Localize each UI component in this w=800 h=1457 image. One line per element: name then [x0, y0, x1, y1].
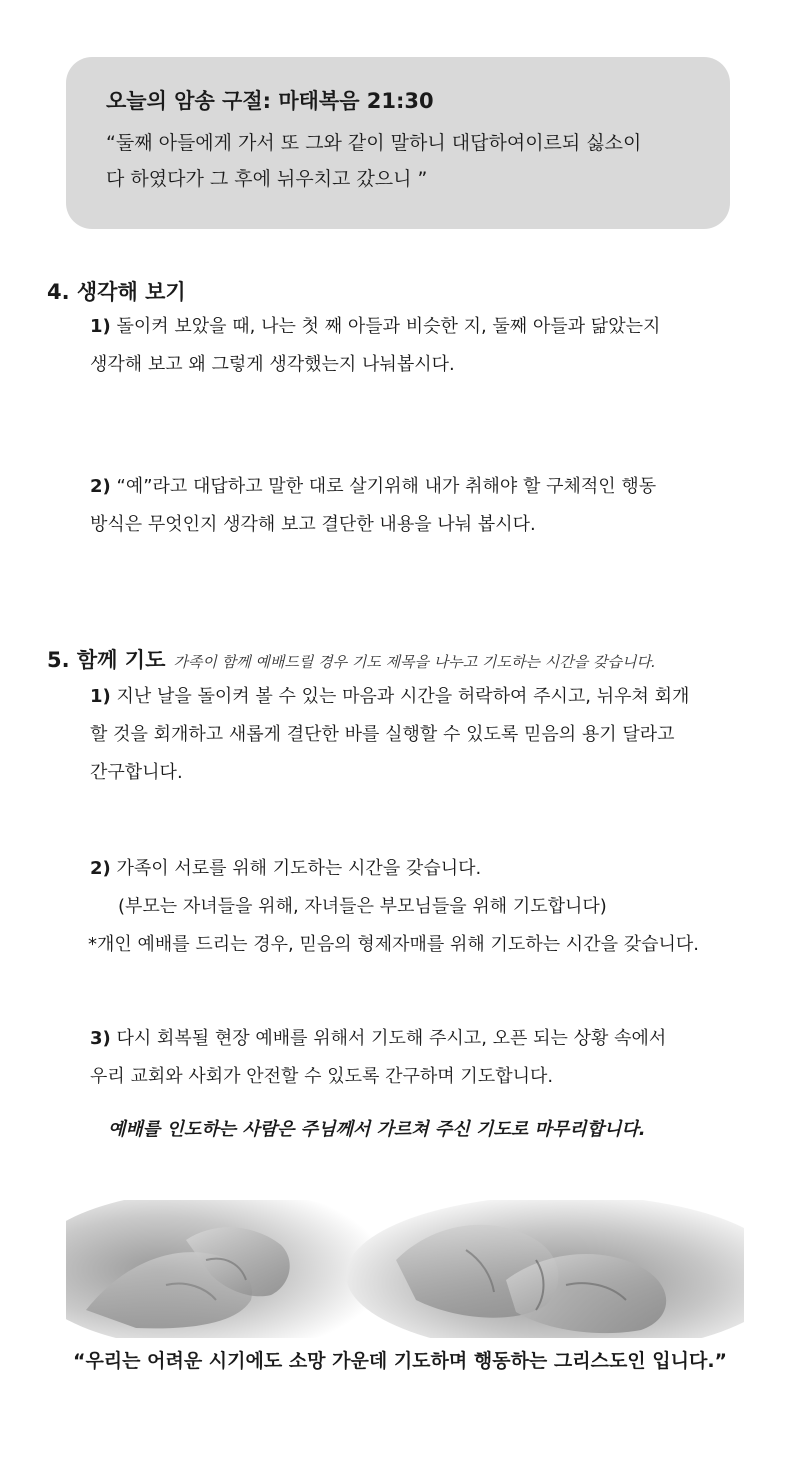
verse-line: 다 하였다가 그 후에 뉘우치고 갔으니 ”: [106, 168, 428, 190]
closing-note: 예배를 인도하는 사람은 주님께서 가르쳐 주신 기도로 마무리합니다.: [108, 1119, 646, 1140]
item-line: *개인 예배를 드리는 경우, 믿음의 형제자매를 위해 기도하는 시간을 갖습니다.: [88, 934, 699, 955]
item-text: “예”라고 대답하고 말한 대로 살기위해 내가 취해야 할 구체적인 행동: [116, 476, 657, 497]
footer-quote: “우리는 어려운 시기에도 소망 가운데 기도하며 행동하는 그리스도인 입니다.”: [72, 1350, 728, 1372]
item-line: [90, 468, 760, 506]
item-text: 지난 날을 돌이켜 볼 수 있는 마음과 시간을 허락하여 주시고, 뉘우쳐 회개: [116, 686, 690, 707]
item-text: 다시 회복될 현장 예배를 위해서 기도해 주시고, 오픈 되는 상황 속에서: [116, 1028, 667, 1049]
item-number: 3): [90, 1028, 111, 1049]
section-5-note: 가족이 함께 예배드릴 경우 기도 제목을 나누고 기도하는 시간을 갖습니다.: [173, 653, 656, 671]
item-line: 우리 교회와 사회가 안전할 수 있도록 간구하며 기도합니다.: [90, 1066, 554, 1087]
item-line: [90, 678, 760, 716]
item-line: 방식은 무엇인지 생각해 보고 결단한 내용을 나눠 봅시다.: [90, 514, 536, 535]
item-line: 간구합니다.: [90, 762, 183, 783]
item-number: 2): [90, 858, 111, 879]
item-line: 할 것을 회개하고 새롭게 결단한 바를 실행할 수 있도록 믿음의 용기 달라고: [90, 724, 675, 745]
verse-line: “둘째 아들에게 가서 또 그와 같이 말하니 대답하여이르되 싫소이: [106, 132, 642, 154]
item-line: 생각해 보고 왜 그렇게 생각했는지 나눠봅시다.: [90, 354, 455, 375]
section-5-title: 5. 함께 기도: [47, 648, 166, 672]
verse-text: [106, 125, 690, 197]
item-line: (부모는 자녀들을 위해, 자녀들은 부모님들을 위해 기도합니다): [118, 896, 607, 917]
item-number: 1): [90, 316, 111, 337]
section-5-item-3: [90, 1020, 760, 1096]
item-line: [90, 850, 760, 888]
praying-hands-image: [66, 1200, 744, 1338]
item-text: 돌이켜 보았을 때, 나는 첫 째 아들과 비슷한 지, 둘째 아들과 닮았는지: [116, 316, 661, 337]
section-4-item-2: [90, 468, 760, 544]
item-line: [90, 308, 760, 346]
section-5-heading: [47, 644, 656, 674]
item-line: [90, 1020, 760, 1058]
section-5-item-1: [90, 678, 760, 792]
item-number: 1): [90, 686, 111, 707]
verse-title: 오늘의 암송 구절: 마태복음 21:30: [106, 89, 434, 113]
section-5-item-2: [90, 850, 760, 964]
item-number: 2): [90, 476, 111, 497]
item-text: 가족이 서로를 위해 기도하는 시간을 갖습니다.: [116, 858, 482, 879]
section-4-item-1: [90, 308, 760, 384]
section-4-heading: 4. 생각해 보기: [47, 280, 186, 304]
memory-verse-box: [66, 57, 730, 229]
